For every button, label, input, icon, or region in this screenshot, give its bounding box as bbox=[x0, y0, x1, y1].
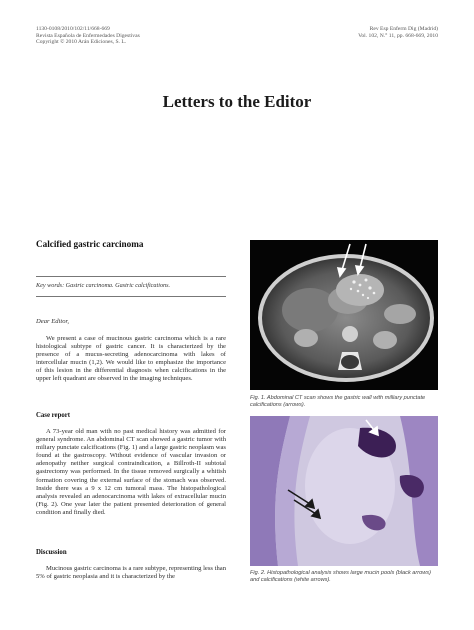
keywords-rule-bottom bbox=[36, 296, 226, 297]
page-title: Letters to the Editor bbox=[162, 92, 312, 111]
keywords-rule-top bbox=[36, 276, 226, 277]
volume-pages: Vol. 102, N.° 11, pp. 668-669, 2010 bbox=[358, 32, 438, 39]
journal-header-left bbox=[36, 26, 140, 46]
case-report-heading: Case report bbox=[36, 412, 71, 419]
copyright-line: Copyright © 2010 Arán Ediciones, S. L. bbox=[36, 39, 127, 46]
figure-2-caption: Fig. 2. Histopathological analysis shows large mucin pools (black arrows) and calcifications (white arrows). bbox=[250, 570, 431, 583]
salutation: Dear Editor, bbox=[36, 318, 69, 325]
discussion-paragraph: Mucinous gastric carcinoma is a rare subtype, representing less than 5% of gastric neoplasia and it is characterized by the bbox=[36, 565, 226, 581]
journal-name: Revista Española de Enfermedades Digestivas bbox=[36, 32, 140, 39]
journal-abbrev: Rev Esp Enferm Dig (Madrid) bbox=[369, 26, 438, 32]
issn-line: 1130-0108/2010/102/11/668-669 bbox=[36, 26, 110, 32]
intro-paragraph: We present a case of mucinous gastric carcinoma which is a rare histological subtype of gastric cancer. It is characterized by the presence of a mucus-secreting adenocarcinoma with lakes of intercellular mucin (1,2). We would like to emphasize the importance of this lesion in the differential diagnosis when calcifications in the upper left quadrant are observed in the imaging techniques. bbox=[36, 335, 226, 383]
keywords: Key words: Gastric carcinoma. Gastric calcifications. bbox=[36, 282, 171, 289]
journal-header-right bbox=[358, 26, 438, 39]
figure-2-histology bbox=[250, 416, 438, 566]
discussion-heading: Discussion bbox=[36, 549, 67, 556]
figure-1-ct-scan bbox=[250, 240, 438, 390]
figure-1-caption: Fig. 1. Abdominal CT scan shows the gastric wall with milliary punctate calcifications (arrows). bbox=[250, 395, 426, 408]
article-title: Calcified gastric carcinoma bbox=[36, 239, 144, 249]
case-report-paragraph: A 73-year old man with no past medical history was admitted for general syndrome. An abdominal CT scan showed a gastric tumor with miliary punctate calcifications (Fig. 1) and a large gastric neoplasm was found at the gastroscopy. Without evidence of vascular invasion or adenopathy neither surgical contraindication, a Billroth-II subtotal gastrectomy was performed. In the tissue removed surgically a whitish formation covering the external surface of the stomach was observed. Inside there was a 9 x 12 cm tumoral mass. The histopathological analysis revealed an adenocarcinoma with lakes of extracellular mucin (Fig. 2). One year later the patient presented deterioration of general condition and finally died. bbox=[36, 428, 226, 516]
